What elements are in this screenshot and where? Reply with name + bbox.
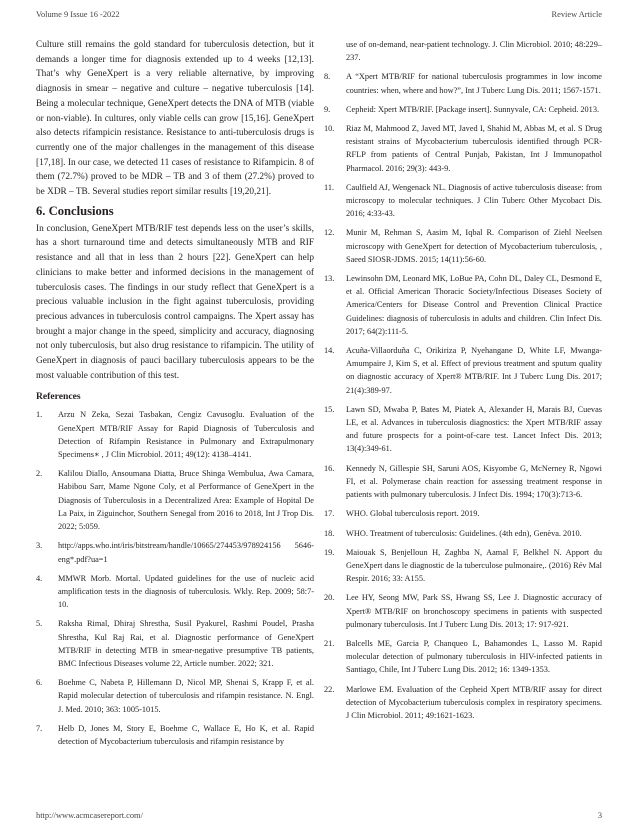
- reference-item: [324, 637, 602, 677]
- page-number: 3: [597, 811, 602, 820]
- reference-item: [36, 572, 314, 612]
- reference-item: [324, 181, 602, 221]
- reference-number: 6.: [36, 678, 43, 688]
- reference-number: 22.: [324, 684, 335, 694]
- reference-text: http://apps.who.int/iris/bitstream/handle/10665/274453/978924156 5646-eng*.pdf?ua=1: [58, 541, 314, 564]
- reference-number: 1.: [36, 410, 43, 420]
- reference-text: Kennedy N, Gillespie SH, Saruni AOS, Kisyombe G, McNerney R, Ngowi FI, et al. Polymerase chain reaction for assessing treatment response in patients with pulmonary tuberculosis. J Infect Dis. 1994; 170(3):713-6.: [346, 463, 602, 500]
- right-column: [324, 38, 602, 728]
- reference-number: 2.: [36, 469, 43, 479]
- reference-number: 3.: [36, 541, 43, 551]
- journal-url[interactable]: http://www.acmcasereport.com/: [36, 811, 143, 820]
- reference-text: Arzu N Zeka, Sezai Tasbakan, Cengiz Cavusoglu. Evaluation of the GeneXpert MTB/RIF Assay for Rapid Diagnosis of Tuberculosis and Detection of Rifampin Resistance in Pulmonary and Extrapulmonary Specimens∗ , J Clin Microbiol. 2011; 49(12): 4138–4141.: [58, 410, 314, 460]
- reference-7-continuation: use of on-demand, near-patient technology. J. Clin Microbiol. 2010; 48:229–237.: [346, 40, 602, 63]
- reference-text: Helb D, Jones M, Story E, Boehme C, Wallace E, Ho K, et al. Rapid detection of Mycobacterium tuberculosis and rifampin resistance by: [58, 723, 314, 746]
- reference-text: Lawn SD, Mwaba P, Bates M, Piatek A, Alexander H, Marais BJ, Cuevas LE, et al. Advances in tuberculosis diagnostics: the Xpert MTB/RIF assay and future prospects for a point-of-care test. Lancet Infect Dis. 2013; 13(4):349-61.: [346, 404, 602, 454]
- reference-number: 16.: [324, 463, 335, 473]
- reference-item: [324, 546, 602, 586]
- references-heading: References: [36, 391, 81, 403]
- reference-text: Caulfield AJ, Wengenack NL. Diagnosis of active tuberculosis disease: from microscopy to molecular techniques. J Clin Tuberc Other Mycobact Dis. 2016; 4:33-43.: [346, 182, 602, 219]
- reference-text: WHO. Treatment of tuberculosis: Guidelines. (4th edn), Genèva. 2010.: [346, 528, 582, 538]
- reference-item: [324, 462, 602, 502]
- reference-number: 8.: [324, 72, 331, 82]
- reference-number: 7.: [36, 723, 43, 733]
- reference-text: Riaz M, Mahmood Z, Javed MT, Javed I, Shahid M, Abbas M, et al. S Drug resistant strains of Mycobacterium tuberculosis identified through PCR-RFLP from patients of Central Punjab, Pakistan, Int J Immunopathol Pharmacol. 2016; 29(3): 443-9.: [346, 124, 602, 173]
- reference-item: [324, 507, 602, 520]
- reference-number: 13.: [324, 274, 335, 284]
- reference-item: [324, 403, 602, 456]
- article-type-header: Review Article: [551, 10, 602, 19]
- reference-text: Cepheid: Xpert MTB/RIF. [Package insert]. Sunnyvale, CA: Cepheid. 2013.: [346, 104, 600, 114]
- reference-text: Acuña-Villaorduña C, Orikiriza P, Nyehangane D, White LF, Mwanga-Amumpaire J, Kim S, et al. Effect of previous treatment and sputum quality on diagnostic accuracy of Xpert® MTB/RIF. Int J Tuberc Lung Dis. 2017; 21(4):389-97.: [346, 346, 602, 395]
- reference-text: Maiouak S, Benjelloun H, Zaghba N, Aamal F, Belkhel N. Apport du GeneXpert dans le diagnostic de la tuberculose pulmonaire,. (2016) Rév Mal Respir. 2016; 33: A155.: [346, 547, 602, 584]
- reference-text: Kalilou Diallo, Ansoumana Diatta, Bruce Shinga Wembulua, Awa Camara, Habibou Sarr, Mame Ngone Coly, et al Performance of GeneXpert in the Diagnosis of Tuberculosis in a Decentralized Area: Example of Hopital De La Paix, in Ziguinchor, Southern Senegal from 2016 to 2018, Int J Trop Dis. 2022; 5:059.: [58, 469, 314, 532]
- reference-number: 18.: [324, 528, 335, 538]
- reference-number: 14.: [324, 346, 335, 356]
- reference-number: 4.: [36, 573, 43, 583]
- reference-text: Raksha Rimal, Dhiraj Shrestha, Susil Pyakurel, Rashmi Poudel, Prasha Shrestha, Kul Raj Rai, et al. Diagnostic performance of GeneXpert MTB/RIF in detecting MTB in smear-negative presumptive TB patients, BMC Infectious Diseases volume 22, Article number. 2022; 321.: [58, 619, 314, 668]
- reference-item: [36, 722, 314, 748]
- conclusions-paragraph: In conclusion, GeneXpert MTB/RIF test depends less on the user’s skills, has a short turnaround time and detects simultaneously MTB and RIF resistance and all that in less than 2 hours [22]. GeneXpert can help clinicians to make better and informed decisions in the management of tuberculosis cases. The findings in our study reflect that GeneXpert is a precious valuable inclusion in the fight against tuberculosis, providing precious advances in tuberculosis control campaigns. The Xpert assay has brought a major change in the speed, simplicity and accuracy, diagnosing not only tuberculosis, but also drug resistance to rifampicin. The utility of GeneXpert in diagnosis of pauci bacillary tuberculosis appears to be the most valuable contribution of this test.: [36, 223, 314, 381]
- reference-text: Boehme C, Nabeta P, Hillemann D, Nicol MP, Shenai S, Krapp F, et al. Rapid molecular detection of tuberculosis and rifampin resistance. N. Engl. J. Med. 2010; 363: 1005-1015.: [58, 678, 314, 714]
- reference-number: 5.: [36, 619, 43, 629]
- reference-text: Lewinsohn DM, Leonard MK, LoBue PA, Cohn DL, Daley CL, Desmond E, et al. Official American Thoracic Society/Infectious Diseases Society of America/Centers for Disease Control and Prevention Clinical Practice Guidelines: diagnosis of tuberculosis in adults and children. Clin Infect Dis. 2017; 64(2):111-5.: [346, 274, 602, 336]
- discussion-paragraph: Culture still remains the gold standard for tuberculosis detection, but it demands a longer time for diagnosis extended up to 4 weeks [12,13]. That’s why GeneXpert is a very reliable alternative, by improving diagnosis in smear – negative and culture – negative tuberculosis [14]. Being a molecular technique, GeneXpert detects the DNA of MTB (viable or non-viable). In cultures, only viable cells can grow [15,16]. GeneXpert also detects rifampicin resistance. Resistance to anti-tuberculosis drugs is currently one of the major challenges in the management of this disease [17,18]. In our case, we detected 11 cases of resistance to Rifampicin. 8 of them (72.7%) proved to be MDR – TB and 3 of them (27.2%) proved to be XDR – TB. Several studies report similar results [19,20,21].: [36, 40, 314, 198]
- reference-text: MMWR Morb. Mortal. Updated guidelines for the use of nucleic acid amplification tests in the diagnosis of tuberculosis. Wkly. Rep. 2009; 58:7-10.: [58, 573, 314, 610]
- conclusions-heading: 6. Conclusions: [36, 203, 114, 218]
- journal-volume-header: Volume 9 Issue 16 -2022: [36, 10, 120, 19]
- reference-number: 19.: [324, 547, 335, 557]
- reference-list-right: [324, 70, 602, 722]
- reference-item: [324, 591, 602, 631]
- reference-item: [324, 344, 602, 397]
- reference-number: 21.: [324, 638, 335, 648]
- reference-item: [324, 527, 602, 540]
- reference-item: [36, 676, 314, 716]
- reference-item: [324, 272, 602, 338]
- reference-item: [36, 617, 314, 670]
- reference-text: WHO. Global tuberculosis report. 2019.: [346, 509, 480, 519]
- reference-number: 11.: [324, 182, 335, 192]
- reference-text: Marlowe EM. Evaluation of the Cepheid Xpert MTB/RIF assay for direct detection of Mycobacterium tuberculosis complex in respiratory specimens. J Clin Microbiol. 2011; 49:1621-1623.: [346, 684, 602, 720]
- reference-text: A “Xpert MTB/RIF for national tuberculosis programmes in low income countries: when, where and how?”, Int J Tuberc Lung Dis. 2011; 1567-1571.: [346, 72, 602, 95]
- reference-text: Munir M, Rehman S, Aasim M, Iqbal R. Comparison of Ziehl Neelsen microscopy with GeneXpert for detection of Mycobacterium tuberculosis, , Saeed SIOSR-JDMS. 2015; 14(11):56-60.: [346, 228, 602, 264]
- reference-number: 20.: [324, 593, 335, 603]
- reference-number: 15.: [324, 404, 335, 414]
- reference-item: [324, 70, 602, 96]
- reference-number: 10.: [324, 124, 335, 134]
- reference-item: [324, 683, 602, 723]
- reference-item: [324, 122, 602, 175]
- reference-item: [36, 408, 314, 461]
- reference-item: [36, 539, 314, 565]
- reference-number: 17.: [324, 509, 335, 519]
- left-column: [36, 38, 314, 754]
- reference-item: [36, 467, 314, 533]
- reference-item: [324, 226, 602, 266]
- reference-item: [324, 103, 602, 116]
- reference-number: 12.: [324, 228, 335, 238]
- reference-text: Balcells ME, Garcia P, Chanqueo L, Bahamondes L, Lasso M. Rapid molecular detection of pulmonary tuberculosis in HIV-infected patients in Santiago, Chile, Int J Tuberc Lung Dis. 2012; 16: 1349-1353.: [346, 638, 602, 675]
- reference-list-left: [36, 408, 314, 748]
- reference-number: 9.: [324, 104, 331, 114]
- reference-text: Lee HY, Seong MW, Park SS, Hwang SS, Lee J. Diagnostic accuracy of Xpert® MTB/RIF on bronchoscopy specimens in patients with suspected pulmonary tuberculosis. Int J Tuberc Lung Dis. 2013; 17: 917-921.: [346, 593, 602, 629]
